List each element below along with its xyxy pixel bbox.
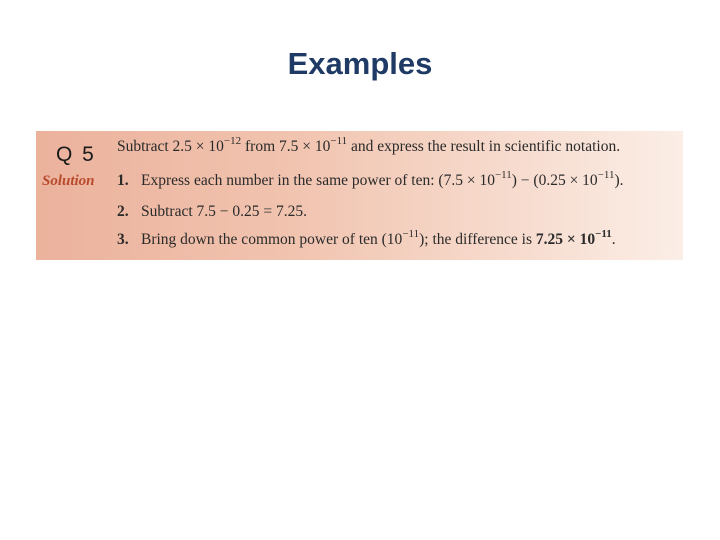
step-number: 2. — [117, 203, 129, 220]
step-text: Bring down the common power of ten (10 — [141, 231, 403, 248]
step-exponent: −11 — [494, 169, 512, 181]
problem-statement — [117, 135, 621, 156]
example-box — [36, 131, 683, 260]
step-exponent: −11 — [402, 228, 420, 240]
step-text: Subtract 7.5 − 0.25 = 7.25. — [141, 203, 308, 220]
step-exponent: −11 — [597, 169, 615, 181]
step-text: Express each number in the same power of ten: (7.5 × 10 — [141, 172, 495, 189]
slide-title: Examples — [287, 46, 433, 81]
step-text: ) − (0.25 × 10 — [511, 172, 598, 189]
solution-step-1 — [117, 169, 624, 190]
step-text: ). — [614, 172, 624, 189]
final-answer: 7.25 × 10 — [535, 231, 596, 248]
step-text: . — [611, 231, 616, 248]
step-number: 3. — [117, 231, 129, 248]
problem-exponent-2: −11 — [330, 135, 348, 147]
step-text: ); the difference is — [419, 231, 536, 248]
solution-step-3 — [117, 228, 616, 249]
question-label: Q 5 — [56, 143, 96, 166]
problem-exponent-1: −12 — [223, 135, 242, 147]
final-answer-exponent: −11 — [595, 228, 612, 240]
step-number: 1. — [117, 172, 129, 189]
problem-text-prefix: Subtract 2.5 × 10 — [117, 138, 224, 155]
solution-step-2 — [117, 203, 307, 221]
problem-text-suffix: and express the result in scientific notation. — [347, 138, 621, 155]
solution-label: Solution — [42, 173, 95, 189]
problem-text-middle: from 7.5 × 10 — [241, 138, 331, 155]
